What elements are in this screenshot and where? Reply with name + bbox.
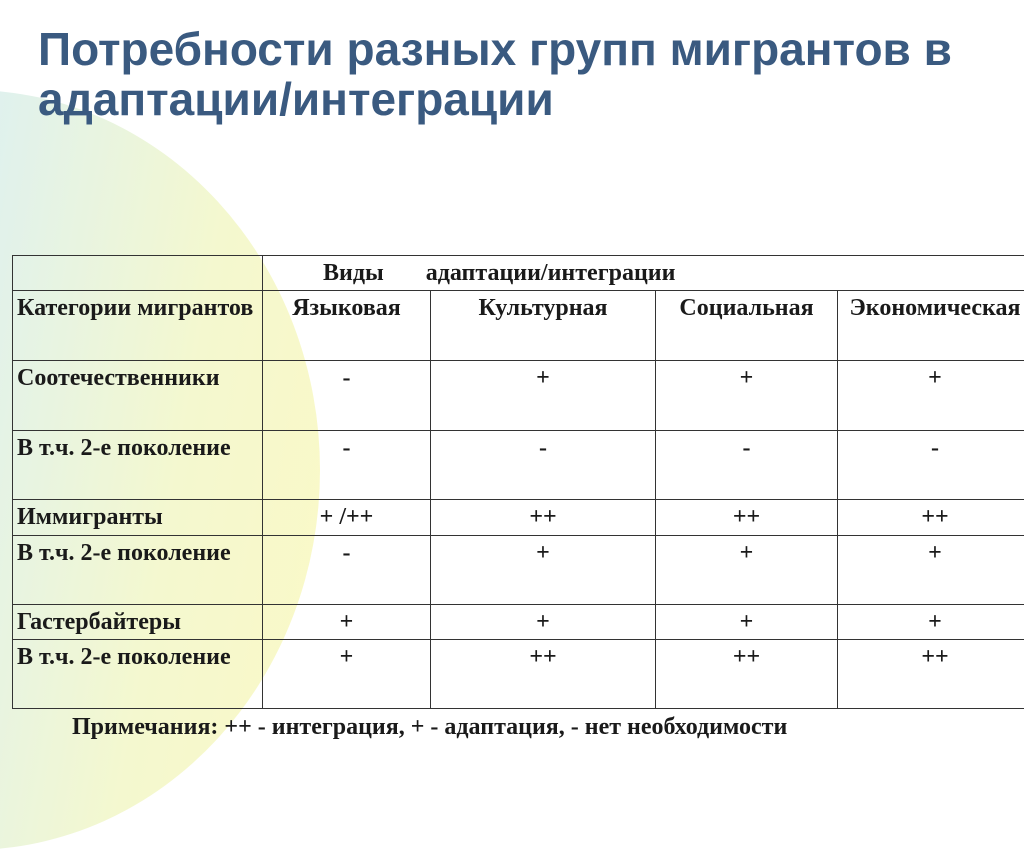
table-cell: + (838, 361, 1024, 431)
table-cell: - (838, 431, 1024, 500)
table-cell: + (656, 605, 838, 640)
table-row (13, 536, 1024, 605)
table-cell: + (838, 605, 1024, 640)
table-cell: + (431, 536, 656, 605)
adaptation-types-label: Виды адаптации/интеграции (267, 256, 1024, 290)
adaptation-types-header (263, 256, 1024, 291)
table-cell: ++ (431, 500, 656, 536)
table-cell: - (431, 431, 656, 500)
column-header: Социальная (656, 291, 838, 361)
table-cell: + (838, 536, 1024, 605)
row-category: Соотечественники (13, 361, 263, 431)
table-cell: - (263, 536, 431, 605)
table-cell: + (656, 536, 838, 605)
table-cell: + /++ (263, 500, 431, 536)
table-cell: ++ (431, 640, 656, 709)
row-category: В т.ч. 2-е поколение (13, 640, 263, 709)
column-header: Экономическая (838, 291, 1024, 361)
table-row (13, 640, 1024, 709)
table-cell: + (431, 361, 656, 431)
table-cell: + (263, 605, 431, 640)
table-row (13, 605, 1024, 640)
table-cell: - (263, 431, 431, 500)
page-title: Потребности разных групп мигрантов в адаптации/интеграции (38, 24, 1018, 124)
table-cell: ++ (656, 640, 838, 709)
table-cell: ++ (656, 500, 838, 536)
table-header-row (13, 256, 1024, 291)
table-cell: - (656, 431, 838, 500)
row-category: В т.ч. 2-е поколение (13, 536, 263, 605)
table-cell: ++ (838, 640, 1024, 709)
column-header: Культурная (431, 291, 656, 361)
table-cell: - (263, 361, 431, 431)
table-row (13, 431, 1024, 500)
column-header: Языковая (263, 291, 431, 361)
row-category: В т.ч. 2-е поколение (13, 431, 263, 500)
row-category: Гастербайтеры (13, 605, 263, 640)
column-header-row (13, 291, 1024, 361)
categories-header: Категории мигрантов (13, 291, 263, 361)
table-cell: + (431, 605, 656, 640)
table-cell: + (263, 640, 431, 709)
table-row (13, 500, 1024, 536)
needs-table (12, 255, 1024, 709)
table-cell: + (656, 361, 838, 431)
table-note: Примечания: ++ - интеграция, + - адаптация, - нет необходимости (72, 710, 787, 744)
table-cell: ++ (838, 500, 1024, 536)
empty-corner-cell (13, 256, 263, 291)
row-category: Иммигранты (13, 500, 263, 536)
table-row (13, 361, 1024, 431)
